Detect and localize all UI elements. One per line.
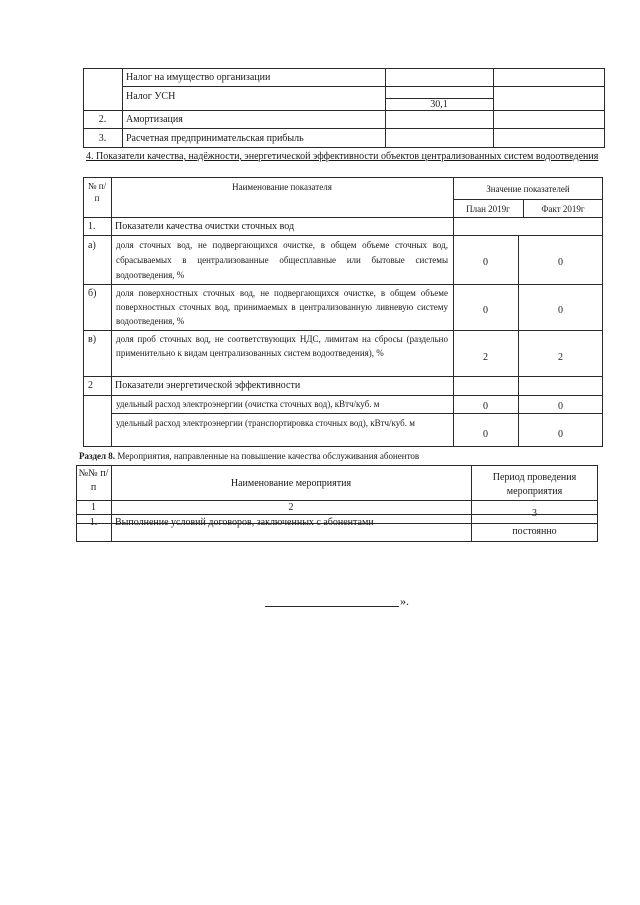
fact-value: 0: [558, 257, 563, 268]
indicator-text: удельный расход электроэнергии (очистка сточных вод), кВтч/куб. м: [116, 399, 380, 409]
table-cell-value: 30,1: [430, 99, 448, 110]
group-number: 1.: [88, 221, 96, 232]
column-header-number: № п/п: [87, 181, 107, 203]
group-number: 2: [88, 380, 93, 391]
row-number: а): [88, 240, 96, 251]
fact-value: 2: [558, 352, 563, 363]
row-number: б): [88, 288, 97, 299]
table-row-label: Амортизация: [126, 114, 183, 125]
column-header-number: №№ п/п: [78, 468, 109, 493]
row-number: в): [88, 334, 97, 345]
column-header-plan: План 2019г: [466, 204, 510, 214]
fact-value: 0: [558, 305, 563, 316]
plan-value: 2: [483, 352, 488, 363]
table-row-label: Расчетная предпринимательская прибыль: [126, 133, 304, 144]
fact-value: 0: [558, 429, 563, 440]
column-header-indicator: Наименование показателя: [232, 182, 332, 192]
section-4-heading: 4. Показатели качества, надёжности, энергетической эффективности объектов централизованных систем водоотведения: [86, 151, 599, 162]
group-title: Показатели энергетической эффективности: [115, 380, 301, 391]
indicator-text: удельный расход электроэнергии (транспортировка сточных вод), кВтч/куб. м: [116, 418, 415, 428]
section-8-heading: [79, 450, 419, 462]
plan-value: 0: [483, 429, 488, 440]
closing-quote: ».: [400, 594, 409, 608]
index-cell: 1: [91, 502, 96, 513]
plan-value: 0: [483, 257, 488, 268]
column-header-measure: Наименование мероприятия: [230, 478, 352, 489]
indicator-text: доля поверхностных сточных вод, не подвергающихся очистке, в общем объеме поверхностных сточных вод, принимаемых в централизованную ливневую систему водоотведения, %: [116, 288, 448, 326]
period-value: постоянно: [512, 526, 557, 537]
signature-line: [265, 606, 399, 607]
index-cell: 2: [288, 502, 294, 513]
column-header-values: Значение показателей: [486, 184, 570, 194]
section-8-title: Мероприятия, направленные на повышение качества обслуживания абонентов: [115, 451, 420, 461]
table-row-number: 2.: [98, 114, 107, 125]
indicator-text: доля сточных вод, не подвергающихся очистке, в общем объеме сточных вод, сбрасываемых в централизованные общесплавные или бытовые системы водоотведения, %: [116, 240, 448, 280]
section-8-label: Раздел 8.: [79, 451, 116, 461]
index-cell: 3: [532, 508, 537, 519]
fact-value: 0: [558, 401, 563, 412]
measure-text: Выполнение условий договоров, заключенных с абонентами: [115, 517, 374, 528]
indicator-text: доля проб сточных вод, не соответствующих НДС, лимитам на сбросы (раздельно применительно к видам централизованных систем водоотведения), %: [116, 334, 448, 358]
column-header-period: Период проведения мероприятия: [492, 472, 577, 497]
group-title: Показатели качества очистки сточных вод: [115, 221, 295, 232]
column-header-fact: Факт 2019г: [541, 204, 585, 214]
plan-value: 0: [483, 305, 488, 316]
table-row-number: 3.: [98, 133, 107, 144]
table-row-label: Налог на имущество организации: [126, 72, 271, 83]
plan-value: 0: [483, 401, 488, 412]
table-row-label: Налог УСН: [126, 91, 176, 102]
row-number: 1.: [89, 517, 98, 528]
